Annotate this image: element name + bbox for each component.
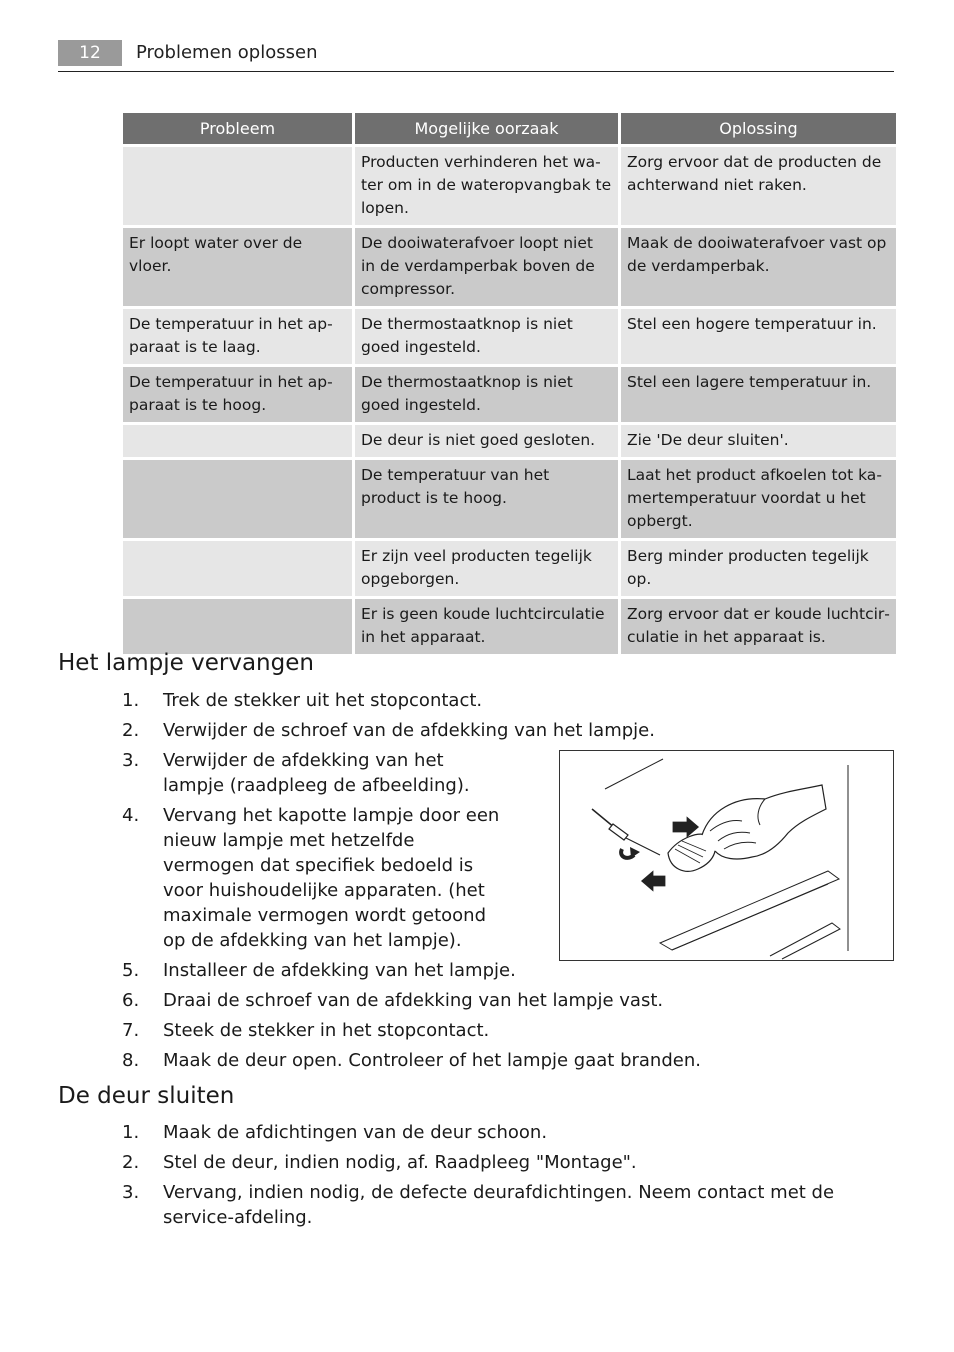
table-row <box>123 460 896 538</box>
step-text: Maak de afdichtingen van de deur schoon. <box>163 1122 548 1143</box>
list-item <box>58 1180 894 1230</box>
cell-problem: Er loopt water over de vloer. <box>123 228 352 306</box>
step-number: 5. <box>122 960 140 981</box>
door-steps-list <box>58 1120 894 1235</box>
step-text: Verwijder de schroef van de afdekking van het lampje. <box>163 720 655 741</box>
step-text: Verwijder de afdekking van het lampje (raadpleeg de afbeelding). <box>163 750 470 796</box>
list-item <box>58 1120 894 1145</box>
step-number: 1. <box>122 690 140 711</box>
step-text: Maak de deur open. Controleer of het lampje gaat branden. <box>163 1050 701 1071</box>
column-header-problem: Probleem <box>123 113 352 144</box>
cell-cause: De temperatuur van het product is te hoog. <box>355 460 618 538</box>
lamp-section-heading: Het lampje vervangen <box>58 650 314 676</box>
cell-solution: Zie 'De deur sluiten'. <box>621 425 896 457</box>
shelf-upper <box>660 871 839 950</box>
lamp-replacement-illustration <box>559 750 894 961</box>
hand-icon <box>702 785 826 859</box>
step-number: 2. <box>122 720 140 741</box>
cell-cause: Producten verhinderen het water om in de wateropvangbak te lopen. <box>355 147 618 225</box>
cell-solution: Zorg ervoor dat er koude luchtcirculatie in het apparaat is. <box>621 599 896 654</box>
column-header-cause: Mogelijke oorzaak <box>355 113 618 144</box>
step-text: Stel de deur, indien nodig, af. Raadpleeg "Montage". <box>163 1152 637 1173</box>
cell-problem <box>123 147 352 225</box>
step-text: Steek de stekker in het stopcontact. <box>163 1020 490 1041</box>
cell-problem: De temperatuur in het apparaat is te laag. <box>123 309 352 364</box>
cell-problem <box>123 599 352 654</box>
cell-solution: Maak de dooiwaterafvoer vast op de verdamperbak. <box>621 228 896 306</box>
step-number: 2. <box>122 1152 140 1173</box>
cell-problem: De temperatuur in het apparaat is te hoog. <box>123 367 352 422</box>
cell-cause: De deur is niet goed gesloten. <box>355 425 618 457</box>
step-number: 4. <box>122 805 140 826</box>
table-row <box>123 228 896 306</box>
step-number: 1. <box>122 1122 140 1143</box>
cell-cause: De dooiwaterafvoer loopt niet in de verdamperbak boven de compressor. <box>355 228 618 306</box>
step-text: Vervang het kapotte lampje door een nieuw lampje met hetzelfde vermogen dat specifiek bedoeld is voor huishoudelijke apparaten. (het maximale vermogen wordt getoond op de afdekking van het lampje). <box>163 805 500 951</box>
cell-cause: De thermostaatknop is niet goed ingesteld. <box>355 367 618 422</box>
cell-problem <box>123 460 352 538</box>
list-item <box>58 988 894 1013</box>
list-item <box>58 718 894 743</box>
cell-problem <box>123 425 352 457</box>
shelf-lower <box>770 923 840 959</box>
table-row <box>123 147 896 225</box>
cell-problem <box>123 541 352 596</box>
running-header-title: Problemen oplossen <box>136 42 318 63</box>
page-header <box>58 40 894 72</box>
step-text: Vervang, indien nodig, de defecte deurafdichtingen. Neem contact met de service-afdeling. <box>163 1182 835 1228</box>
step-text: Installeer de afdekking van het lampje. <box>163 960 516 981</box>
screwdriver-icon <box>592 809 660 855</box>
list-item <box>58 748 483 798</box>
slide-out-arrow-icon <box>640 869 666 893</box>
step-number: 3. <box>122 1182 140 1203</box>
cell-solution: Stel een lagere temperatuur in. <box>621 367 896 422</box>
table-row <box>123 425 896 457</box>
table-row <box>123 599 896 654</box>
door-section-heading: De deur sluiten <box>58 1083 235 1109</box>
step-number: 3. <box>122 750 140 771</box>
table-row <box>123 541 896 596</box>
page-number: 12 <box>58 40 122 66</box>
cell-solution: Laat het product afkoelen tot kamertemperatuur voordat u het opbergt. <box>621 460 896 538</box>
lamp-diagram-svg <box>560 751 893 960</box>
cell-cause: De thermostaatknop is niet goed ingesteld. <box>355 309 618 364</box>
cell-solution: Berg minder producten tegelijk op. <box>621 541 896 596</box>
list-item <box>58 1150 894 1175</box>
list-item <box>58 1048 894 1073</box>
shelf-upper-edge <box>672 884 828 950</box>
step-number: 8. <box>122 1050 140 1071</box>
step-number: 7. <box>122 1020 140 1041</box>
table-row <box>123 309 896 364</box>
list-item <box>58 1018 894 1043</box>
step-number: 6. <box>122 990 140 1011</box>
list-item <box>58 803 505 953</box>
cell-cause: Er zijn veel producten tegelijk opgeborgen. <box>355 541 618 596</box>
table-header-row <box>123 113 896 144</box>
step-text: Trek de stekker uit het stopcontact. <box>163 690 483 711</box>
cell-solution: Stel een hogere temperatuur in. <box>621 309 896 364</box>
cell-cause: Er is geen koude luchtcirculatie in het apparaat. <box>355 599 618 654</box>
step-text: Draai de schroef van de afdekking van het lampje vast. <box>163 990 664 1011</box>
table-row <box>123 367 896 422</box>
troubleshooting-table <box>120 110 899 657</box>
column-header-solution: Oplossing <box>621 113 896 144</box>
ceiling-line <box>605 759 663 789</box>
cell-solution: Zorg ervoor dat de producten de achterwand niet raken. <box>621 147 896 225</box>
list-item <box>58 688 894 713</box>
